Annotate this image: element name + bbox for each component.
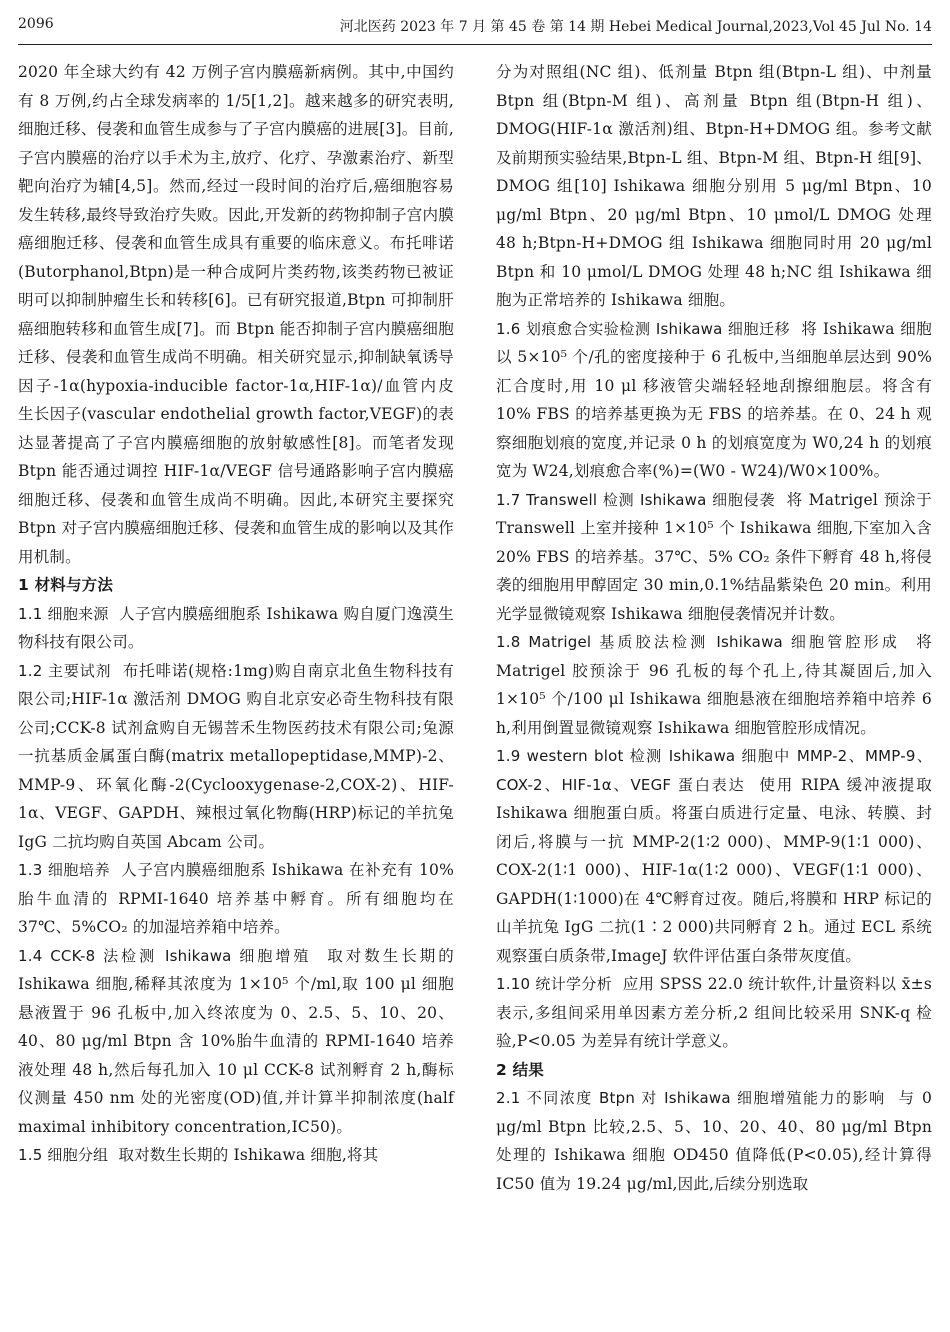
left-column <box>18 58 454 1170</box>
subsection-1-6 <box>496 315 932 486</box>
subsection-2-1 <box>496 1084 932 1198</box>
page-header <box>18 8 932 45</box>
subsection-1-1 <box>18 600 454 657</box>
subsection-1-10 <box>496 970 932 1056</box>
subsection-2-1-body: 与 0 μg/ml Btpn 比较,2.5、5、10、20、40、80 μg/ml Btpn 处理的 Ishikawa 细胞 OD450 值降低(P<0.05),经计算得 IC50 值为 19.24 μg/ml,因此,后续分别选取 <box>496 1089 933 1193</box>
subsection-1-1-body: 人子宫内膜癌细胞系 Ishikawa 购自厦门逸漠生物科技有限公司。 <box>18 604 454 651</box>
subsection-1-1-heading: 1.1 细胞来源 <box>18 604 109 623</box>
subsection-1-8-heading: 1.8 Matrigel 基质胶法检测 Ishikawa 细胞管腔形成 <box>496 633 901 651</box>
page-number: 2096 <box>18 16 54 32</box>
subsection-1-3-heading: 1.3 细胞培养 <box>18 861 111 879</box>
subsection-1-9-heading: 1.9 western blot 检测 Ishikawa 细胞中 MMP-2、MMP-9、COX-2、HIF-1α、VEGF 蛋白表达 <box>496 747 932 794</box>
intro-paragraph: 2020 年全球大约有 42 万例子宫内膜癌新病例。其中,中国约有 8 万例,约占全球发病率的 1/5[1,2]。越来越多的研究表明,细胞迁移、侵袭和血管生成参与了子宫内膜癌的进展[3]。目前,子宫内膜癌的治疗以手术为主,放疗、化疗、孕激素治疗、新型靶向治疗为辅[4,5]。然而,经过一段时间的治疗后,癌细胞容易发生转移,最终导致治疗失败。因此,开发新的药物抑制子宫内膜癌细胞迁移、侵袭和血管生成具有重要的临床意义。布托啡诺(Butorphanol,Btpn)是一种合成阿片类药物,该类药物已被证明可以抑制肿瘤生长和转移[6]。已有研究报道,Btpn 可抑制肝癌细胞转移和血管生成[7]。而 Btpn 能否抑制子宫内膜癌细胞迁移、侵袭和血管生成尚不明确。相关研究显示,抑制缺氧诱导因子-1α(hypoxia-inducible factor-1α,HIF-1α)/血管内皮生长因子(vascular endothelial growth factor,VEGF)的表达显著提高了子宫内膜癌细胞的放射敏感性[8]。而笔者发现 Btpn 能否通过调控 HIF-1α/VEGF 信号通路影响子宫内膜癌细胞迁移、侵袭和血管生成尚不明确。因此,本研究主要探究 Btpn 对子宫内膜癌细胞迁移、侵袭和血管生成的影响以及其作用机制。 <box>18 63 454 566</box>
grouping-continued: 分为对照组(NC 组)、低剂量 Btpn 组(Btpn-L 组)、中剂量 Btpn 组(Btpn-M 组)、高剂量 Btpn 组(Btpn-H 组)、DMOG(HIF-1α 激活剂)组、Btpn-H+DMOG 组。参考文献及前期预实验结果,Btpn-L 组、Btpn-M 组、Btpn-H 组[9]、DMOG 组[10] Ishikawa 细胞分别用 5 μg/ml Btpn、10 μg/ml Btpn、20 μg/ml Btpn、10 μmol/L DMOG 处理 48 h;Btpn-H+DMOG 组 Ishikawa 细胞同时用 20 μg/ml Btpn 和 10 μmol/L DMOG 处理 48 h;NC 组 Ishikawa 细胞为正常培养的 Ishikawa 细胞。 <box>496 63 932 309</box>
subsection-1-3-body: 人子宫内膜癌细胞系 Ishikawa 在补充有 10%胎牛血清的 RPMI-1640 培养基中孵育。所有细胞均在 37℃、5%CO₂ 的加湿培养箱中培养。 <box>18 861 454 936</box>
subsection-1-2 <box>18 657 454 857</box>
subsection-1-9 <box>496 742 932 970</box>
subsection-1-7-body: 将 Matrigel 预涂于 Transwell 上室并接种 1×10⁵ 个 Ishikawa 细胞,下室加入含 20% FBS 的培养基。37℃、5% CO₂ 条件下孵育 48 h,将侵袭的细胞用甲醇固定 30 min,0.1%结晶紫染色 20 min。利用光学显微镜观察 Ishikawa 细胞侵袭情况并计数。 <box>496 490 932 623</box>
subsection-1-4 <box>18 942 454 1142</box>
subsection-1-5-heading: 1.5 细胞分组 <box>18 1146 109 1164</box>
subsection-1-3 <box>18 856 454 942</box>
subsection-1-8-body: 将 Matrigel 胶预涂于 96 孔板的每个孔上,待其凝固后,加入 1×10⁵ 个/100 μl Ishikawa 细胞悬液在细胞培养箱中培养 6 h,利用倒置显微镜观察 Ishikawa 细胞管腔形成情况。 <box>496 633 932 737</box>
subsection-1-7-heading: 1.7 Transwell 检测 Ishikawa 细胞侵袭 <box>496 490 776 509</box>
subsection-1-8 <box>496 628 932 742</box>
subsection-1-4-body: 取对数生长期的 Ishikawa 细胞,稀释其浓度为 1×10⁵ 个/ml,取 100 μl 细胞悬液置于 96 孔板中,加入终浓度为 0、2.5、5、10、20、40、80 μg/ml Btpn 含 10%胎牛血清的 RPMI-1640 培养液处理 48 h,然后每孔加入 10 μl CCK-8 试剂孵育 2 h,酶标仪测量 450 nm 处的光密度(OD)值,并计算半抑制浓度(half maximal inhibitory concentration,IC50)。 <box>18 946 454 1136</box>
right-column <box>496 58 932 1198</box>
subsection-2-1-heading: 2.1 不同浓度 Btpn 对 Ishikawa 细胞增殖能力的影响 <box>496 1089 886 1107</box>
subsection-1-5 <box>18 1141 454 1170</box>
subsection-1-9-body: 使用 RIPA 缓冲液提取 Ishikawa 细胞蛋白质。将蛋白质进行定量、电泳、转膜、封闭后,将膜与一抗 MMP-2(1∶2 000)、MMP-9(1∶1 000)、COX-2(1∶1 000)、HIF-1α(1∶2 000)、VEGF(1∶1 000)、GAPDH(1∶1000)在 4℃孵育过夜。随后,将膜和 HRP 标记的山羊抗兔 IgG 二抗(1∶2 000)共同孵育 2 h。通过 ECL 系统观察蛋白质条带,ImageJ 软件评估蛋白条带灰度值。 <box>496 775 933 965</box>
subsection-1-6-heading: 1.6 划痕愈合实验检测 Ishikawa 细胞迁移 <box>496 319 791 338</box>
subsection-1-4-heading: 1.4 CCK-8 法检测 Ishikawa 细胞增殖 <box>18 946 312 965</box>
subsection-1-10-body: 应用 SPSS 22.0 统计软件,计量资料以 x̄±s 表示,多组间采用单因素方差分析,2 组间比较采用 SNK-q 检验,P<0.05 为差异有统计学意义。 <box>496 975 932 1050</box>
subsection-1-10-heading: 1.10 统计学分析 <box>496 975 613 993</box>
journal-running-title: 河北医药 2023 年 7 月 第 45 卷 第 14 期 Hebei Medical Journal,2023,Vol 45 Jul No. 14 <box>339 19 932 35</box>
subsection-1-7 <box>496 486 932 629</box>
section-2-title: 2 结果 <box>496 1060 544 1079</box>
section-1-title: 1 材料与方法 <box>18 576 114 594</box>
subsection-1-2-body: 布托啡诺(规格:1mg)购自南京北鱼生物科技有限公司;HIF-1α 激活剂 DMOG 购自北京安必奇生物科技有限公司;CCK-8 试剂盒购自无锡菩禾生物医药技术有限公司;兔源一抗基质金属蛋白酶(matrix metallopeptidase,MMP)-2、MMP-9、环氧化酶-2(Cyclooxygenase-2,COX-2)、HIF-1α、VEGF、GAPDH、辣根过氧化物酶(HRP)标记的羊抗兔 IgG 二抗均购自英国 Abcam 公司。 <box>18 661 454 851</box>
subsection-1-6-body: 将 Ishikawa 细胞以 5×10⁵ 个/孔的密度接种于 6 孔板中,当细胞单层达到 90%汇合度时,用 10 μl 移液管尖端轻轻地刮擦细胞层。将含有 10% FBS 的培养基更换为无 FBS 的培养基。在 0、24 h 观察细胞划痕的宽度,并记录 0 h 的划痕宽度为 W0,24 h 的划痕宽为 W24,划痕愈合率(%)=(W0 - W24)/W0×100%。 <box>496 319 932 480</box>
subsection-1-2-heading: 1.2 主要试剂 <box>18 661 112 680</box>
subsection-1-5-body: 取对数生长期的 Ishikawa 细胞,将其 <box>118 1146 379 1164</box>
